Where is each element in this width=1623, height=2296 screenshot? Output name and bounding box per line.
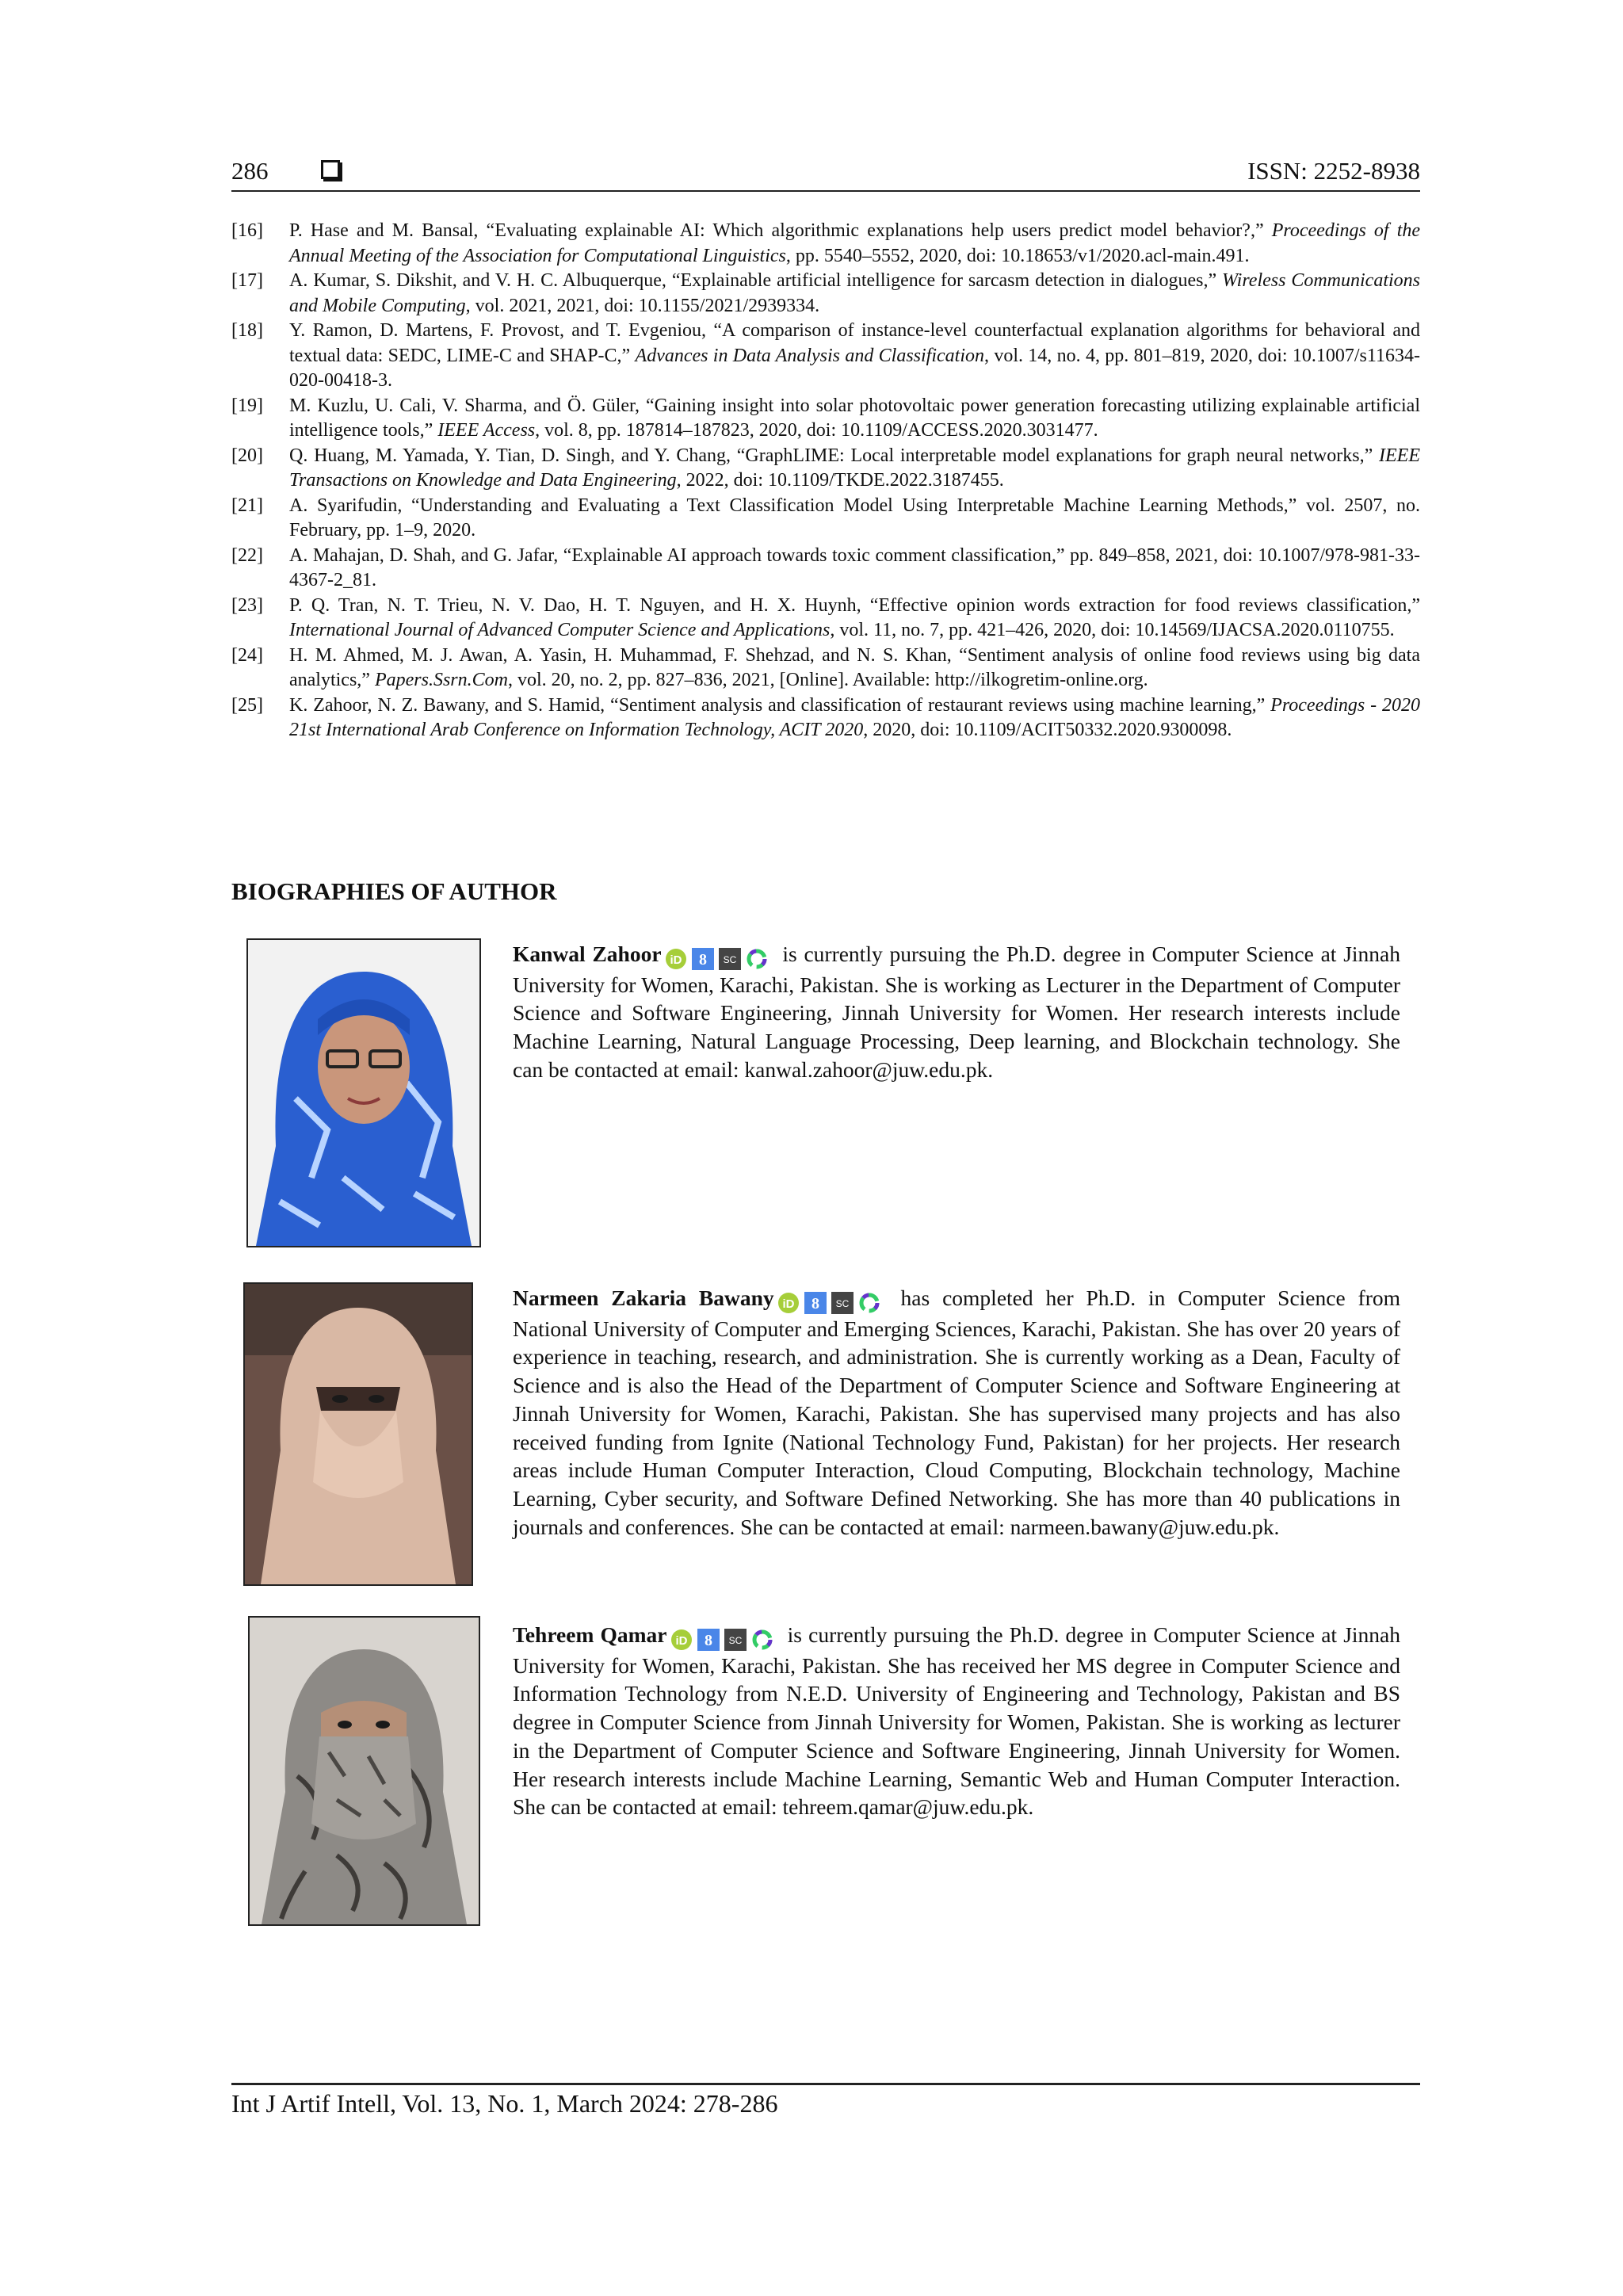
orcid-icon[interactable] — [777, 1292, 800, 1314]
reference-item: [18] Y. Ramon, D. Martens, F. Provost, and T. Evgeniou, “A comparison of instance-level counterfactual explanation algorithms for behavioral and textual data: SEDC, LIME-C and SHAP-C,” Advances in Data Analysis and Classification, vol. 14, no. 4, pp. 801–819, 2020, doi: 10.1007/s11634-020-00418-3. — [231, 320, 1420, 391]
author-bio — [513, 940, 1400, 1084]
orcid-icon[interactable] — [665, 948, 687, 970]
issn: ISSN: 2252-8938 — [1247, 157, 1420, 185]
portrait-patterned-scarf-image — [250, 1618, 479, 1924]
svg-text:iD: iD — [782, 1297, 795, 1311]
author-name: Narmeen Zakaria Bawany — [513, 1286, 774, 1310]
page-footer: Int J Artif Intell, Vol. 13, No. 1, March 2024: 278-286 — [231, 2089, 778, 2118]
svg-text:iD: iD — [670, 953, 682, 967]
page-number: 286 — [231, 157, 269, 185]
profile-icons — [670, 1623, 778, 1652]
reference-item: [20] Q. Huang, M. Yamada, Y. Tian, D. Singh, and Y. Chang, “GraphLIME: Local interpretable model explanations for graph neural networks,” IEEE Transactions on Knowledge and Data Engineering, 2022, doi: 10.1109/TKDE.2022.3187455. — [231, 445, 1420, 491]
footer-rule — [231, 2083, 1420, 2085]
bio-body: is currently pursuing the Ph.D. degree in Computer Science at Jinnah University for Women, Karachi, Pakistan. She is working as Lecturer in the Department of Computer Science and Software Engineering, Jinnah University for Women. Her research interests include Machine Learning, Natural Language Processing, Deep learning, and Blockchain technology. She can be contacted at email: kanwal.zahoor@juw.edu.pk. — [513, 942, 1401, 1082]
reference-item: [22] A. Mahajan, D. Shah, and G. Jafar, “Explainable AI approach towards toxic comment classification,” pp. 849–858, 2021, doi: 10.1007/978-981-33-4367-2_81. — [231, 544, 1420, 590]
portrait-beige-scarf-image — [245, 1284, 472, 1584]
svg-text:SC: SC — [728, 1634, 742, 1646]
portrait-blue-scarf-image — [248, 940, 479, 1246]
author-photo — [246, 938, 481, 1247]
google-scholar-icon[interactable] — [692, 948, 714, 970]
svg-text:8: 8 — [698, 950, 707, 968]
author-photo — [248, 1616, 480, 1926]
svg-text:iD: iD — [675, 1633, 687, 1648]
biographies-heading: BIOGRAPHIES OF AUTHOR — [231, 877, 557, 905]
author-photo — [243, 1282, 473, 1586]
scopus-icon[interactable] — [831, 1292, 854, 1314]
svg-text:8: 8 — [811, 1294, 819, 1312]
checkbox-symbol-icon — [321, 160, 340, 179]
reference-item: [19] M. Kuzlu, U. Cali, V. Sharma, and Ö. Güler, “Gaining insight into solar photovoltaic power generation forecasting utilizing explainable artificial intelligence tools,” IEEE Access, vol. 8, pp. 187814–187823, 2020, doi: 10.1109/ACCESS.2020.3031477. — [231, 395, 1420, 441]
google-scholar-icon[interactable] — [697, 1629, 720, 1651]
publons-icon[interactable] — [746, 948, 768, 970]
header-rule — [231, 190, 1420, 192]
page-header — [231, 157, 1420, 192]
reference-item: [24] H. M. Ahmed, M. J. Awan, A. Yasin, H. Muhammad, F. Shehzad, and N. S. Khan, “Sentiment analysis of online food reviews using big data analytics,” Papers.Ssrn.Com, vol. 20, no. 2, pp. 827–836, 2021, [Online]. Available: http://ilkogretim-online.org. — [231, 644, 1420, 690]
author-name: Kanwal Zahoor — [513, 942, 662, 966]
bio-body: has completed her Ph.D. in Computer Science from National University of Computer and Emerging Sciences, Karachi, Pakistan. She has over 20 years of experience in teaching, research, and administration. She is currently working as a Dean, Faculty of Science and is also the Head of the Department of Computer Science and Software Engineering at Jinnah University for Women, Karachi, Pakistan. She has supervised many projects and has also received funding from Ignite (National Technology Fund, Pakistan) for her projects. Her research areas include Human Computer Interaction, Cloud Computing, Blockchain technology, Machine Learning, Cyber security, and Software Defined Networking. She has more than 40 publications in journals and conferences. She can be contacted at email: narmeen.bawany@juw.edu.pk. — [513, 1286, 1400, 1539]
publons-icon[interactable] — [858, 1292, 880, 1314]
author-bio — [513, 1621, 1400, 1821]
author-bio — [513, 1284, 1400, 1541]
profile-icons — [665, 942, 773, 971]
reference-list — [231, 219, 1420, 743]
svg-text:8: 8 — [704, 1631, 712, 1649]
author-name: Tehreem Qamar — [513, 1622, 667, 1647]
reference-item: [25] K. Zahoor, N. Z. Bawany, and S. Hamid, “Sentiment analysis and classification of restaurant reviews using machine learning,” Proceedings - 2020 21st International Arab Conference on Information Technology, ACIT 2020, 2020, doi: 10.1109/ACIT50332.2020.9300098. — [231, 694, 1420, 740]
reference-item: [21] A. Syarifudin, “Understanding and Evaluating a Text Classification Model Using Interpretable Machine Learning Methods,” vol. 2507, no. February, pp. 1–9, 2020. — [231, 495, 1420, 541]
svg-text:SC: SC — [835, 1297, 850, 1309]
reference-item: [23] P. Q. Tran, N. T. Trieu, N. V. Dao, H. T. Nguyen, and H. X. Huynh, “Effective opinion words extraction for food reviews classification,” International Journal of Advanced Computer Science and Applications, vol. 11, no. 7, pp. 421–426, 2020, doi: 10.14569/IJACSA.2020.0110755. — [231, 594, 1420, 640]
orcid-icon[interactable] — [670, 1629, 693, 1651]
publons-icon[interactable] — [751, 1629, 773, 1651]
scopus-icon[interactable] — [724, 1629, 747, 1651]
scopus-icon[interactable] — [719, 948, 741, 970]
google-scholar-icon[interactable] — [804, 1292, 827, 1314]
reference-item: [16] P. Hase and M. Bansal, “Evaluating explainable AI: Which algorithmic explanations help users predict model behavior?,” Proceedings of the Annual Meeting of the Association for Computational Linguistics, pp. 5540–5552, 2020, doi: 10.18653/v1/2020.acl-main.491. — [231, 220, 1421, 266]
profile-icons — [777, 1286, 885, 1315]
bio-body: is currently pursuing the Ph.D. degree in Computer Science at Jinnah University for Women, Karachi, Pakistan. She has received her MS degree in Computer Science and Information Technology from N.E.D. University of Engineering and Technology, Pakistan and BS degree in Computer Science from Jinnah University for Women, Pakistan. She is working as lecturer in the Department of Computer Science and Software Engineering, Jinnah University for Women. Her research interests include Machine Learning, Semantic Web and Human Computer Interaction. She can be contacted at email: tehreem.qamar@juw.edu.pk. — [513, 1622, 1400, 1820]
svg-text:SC: SC — [723, 953, 736, 965]
reference-item: [17] A. Kumar, S. Dikshit, and V. H. C. Albuquerque, “Explainable artificial intelligence for sarcasm detection in dialogues,” Wireless Communications and Mobile Computing, vol. 2021, 2021, doi: 10.1155/2021/2939334. — [231, 270, 1420, 316]
